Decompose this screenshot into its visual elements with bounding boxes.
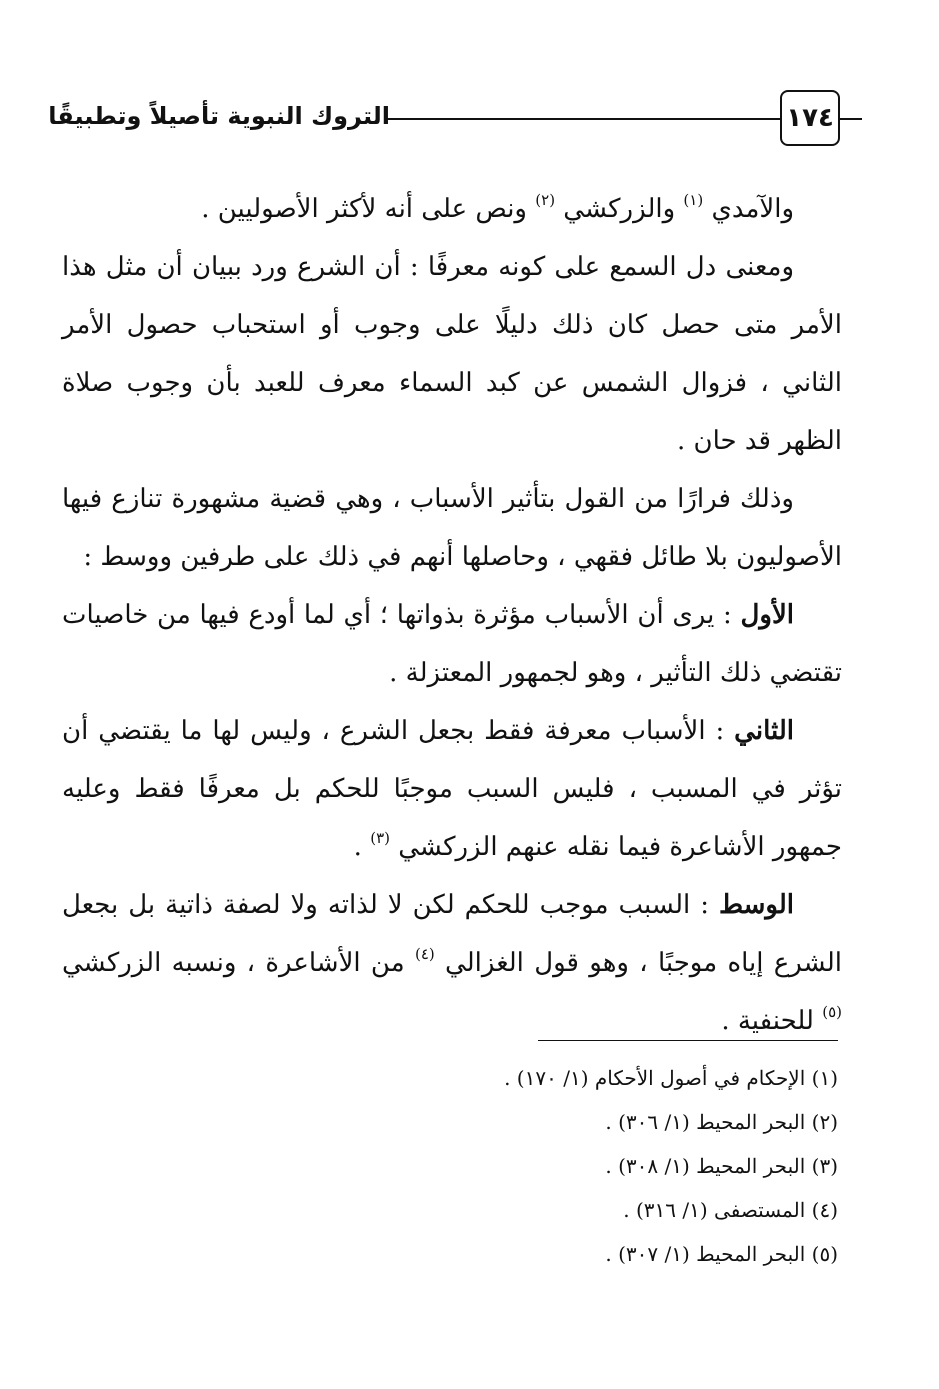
- term-label: الوسط: [718, 890, 794, 920]
- text-run: من الأشاعرة ، ونسبه الزركشي: [62, 948, 415, 978]
- paragraph-1: [62, 180, 842, 238]
- running-title: التروك النبوية تأصيلاً وتطبيقًا: [48, 102, 390, 130]
- paragraph-3: [62, 470, 842, 586]
- text-run: وذلك فرارًا من القول بتأثير الأسباب ، وهي قضية مشهورة تنازع فيها الأصوليون بلا طائل فقهي ، وحاصلها أنهم في ذلك على طرفين ووسط :: [62, 484, 842, 572]
- footnote-ref-1[interactable]: (١): [683, 191, 704, 209]
- footnote-3: (٣) البحر المحيط (١/ ٣٠٨) .: [605, 1154, 838, 1178]
- footnote-4: (٤) المستصفى (١/ ٣١٦) .: [623, 1198, 838, 1222]
- term-label: الأول: [740, 600, 794, 630]
- body-text: [62, 180, 842, 1050]
- footnote-5: (٥) البحر المحيط (١/ ٣٠٧) .: [605, 1242, 838, 1266]
- paragraph-middle-view: [62, 876, 842, 1050]
- footnote-ref-2[interactable]: (٢): [535, 191, 556, 209]
- text-run: ومعنى دل السمع على كونه معرفًا : أن الشرع ورد ببيان أن مثل هذا الأمر متى حصل كان ذلك دليلًا على وجوب أو استحباب حصول الأمر الثاني ، فزوال الشمس عن كبد السماء معرف للعبد بأن وجوب صلاة الظهر قد حان .: [62, 252, 842, 456]
- text-run: : السبب موجب للحكم لكن لا لذاته ولا لصفة ذاتية بل بجعل الشرع إياه موجبًا ، وهو قول الغزالي: [62, 890, 842, 978]
- paragraph-first-view: [62, 586, 842, 702]
- text-run: للحنفية .: [721, 1006, 823, 1036]
- paragraph-2: [62, 238, 842, 470]
- page-header: [48, 82, 850, 156]
- footnotes: [200, 1056, 838, 1276]
- footnote-2: (٢) البحر المحيط (١/ ٣٠٦) .: [605, 1110, 838, 1134]
- footnote-1: (١) الإحكام في أصول الأحكام (١/ ١٧٠) .: [504, 1066, 838, 1090]
- footnote-ref-5[interactable]: (٥): [822, 1003, 842, 1021]
- text-run: .: [353, 832, 371, 862]
- header-rule-right: [840, 118, 862, 120]
- text-run: : الأسباب معرفة فقط بجعل الشرع ، وليس لها ما يقتضي أن تؤثر في المسبب ، فليس السبب موجبًا للحكم بل معرفًا فقط وعليه جمهور الأشاعرة فيما نقله عنهم الزركشي: [62, 716, 842, 862]
- term-label: الثاني: [734, 716, 794, 746]
- page-number: ١٧٤: [780, 90, 840, 146]
- footnote-ref-4[interactable]: (٤): [414, 945, 435, 963]
- text-run: والآمدي: [703, 194, 794, 224]
- footnote-ref-3[interactable]: (٣): [370, 829, 390, 847]
- text-run: ونص على أنه لأكثر الأصوليين .: [201, 194, 536, 224]
- footnote-separator: [538, 1040, 838, 1041]
- text-run: : يرى أن الأسباب مؤثرة بذواتها ؛ أي لما أودع فيها من خاصيات تقتضي ذلك التأثير ، وهو لجمهور المعتزلة .: [62, 600, 842, 688]
- header-rule-left: [385, 118, 780, 120]
- paragraph-second-view: [62, 702, 842, 876]
- text-run: والزركشي: [555, 194, 684, 224]
